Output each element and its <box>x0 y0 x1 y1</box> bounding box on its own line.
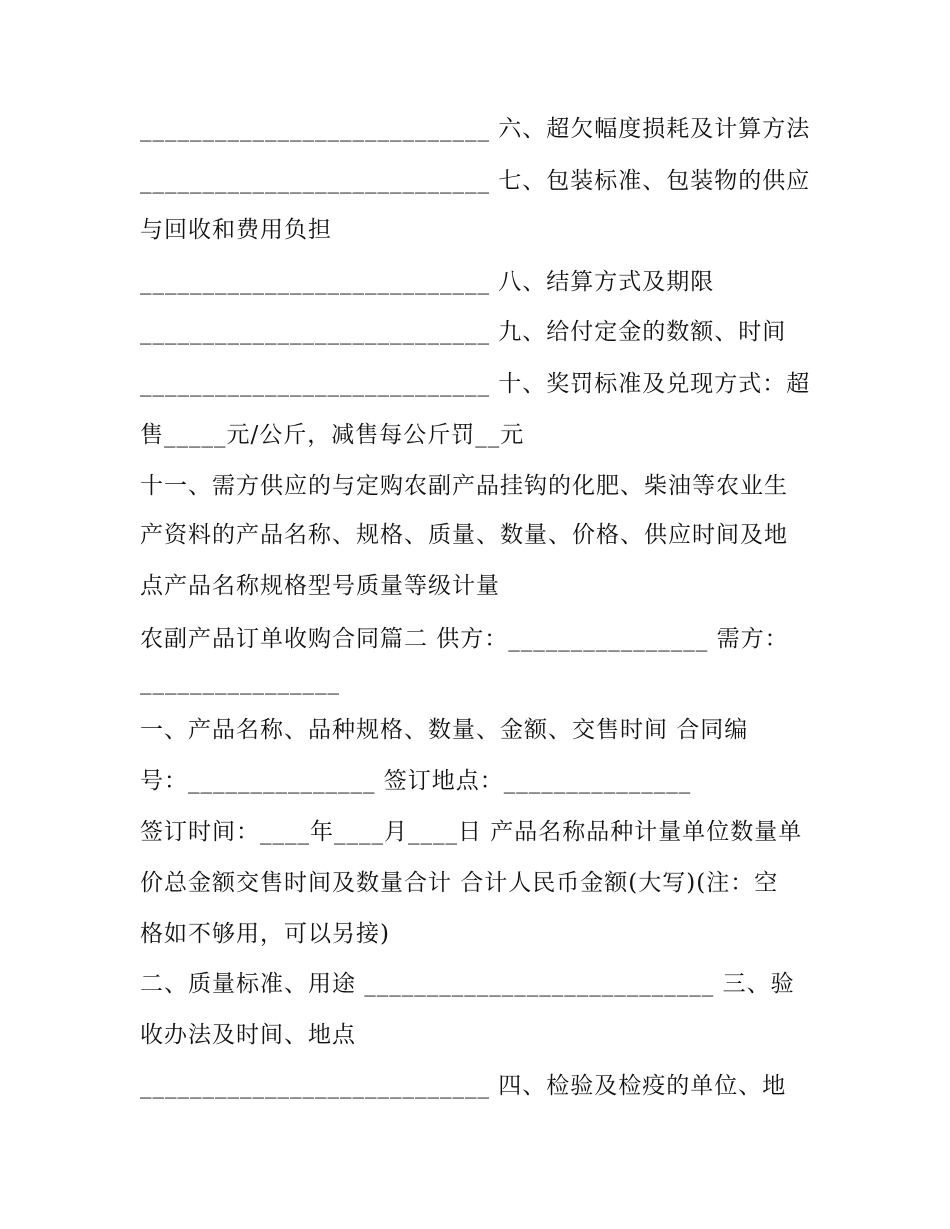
text-line: 售_____元/公斤，减售每公斤罚__元 <box>140 422 525 448</box>
text-line: 一、产品名称、品种规格、数量、金额、交售时间 合同编 <box>140 717 749 743</box>
text-line: ____________________________ 八、结算方式及期限 <box>140 269 715 295</box>
text-line: ____________________________ 九、给付定金的数额、时间 <box>140 319 787 345</box>
text-line: 格如不够用，可以另接) <box>140 921 390 947</box>
text-line: 产资料的产品名称、规格、质量、数量、价格、供应时间及地 <box>140 522 788 548</box>
text-line: ____________________________ 六、超欠幅度损耗及计算方法 <box>140 116 811 142</box>
text-line: 签订时间：____年____月____日 产品名称品种计量单位数量单 <box>140 819 803 845</box>
text-line: 号：_______________ 签订地点：_______________ <box>140 768 692 794</box>
text-line: 二、质量标准、用途 ____________________________ 三、验 <box>140 971 795 997</box>
text-line: ________________ <box>140 669 340 695</box>
text-line: 十一、需方供应的与定购农副产品挂钩的化肥、柴油等农业生 <box>140 473 788 499</box>
text-line: ____________________________ 十、奖罚标准及兑现方式：超 <box>140 371 811 397</box>
text-line: 农副产品订单收购合同篇二 供方：________________ 需方： <box>140 626 789 652</box>
text-line: 点产品名称规格型号质量等级计量 <box>140 573 500 599</box>
text-line: ____________________________ 七、包装标准、包装物的供应 <box>140 168 811 194</box>
text-line: ____________________________ 四、检验及检疫的单位、地 <box>140 1073 787 1099</box>
text-line: 价总金额交售时间及数量合计 合计人民币金额(大写)(注：空 <box>140 870 779 896</box>
text-line: 收办法及时间、地点 <box>140 1022 356 1048</box>
text-line: 与回收和费用负担 <box>140 217 332 243</box>
